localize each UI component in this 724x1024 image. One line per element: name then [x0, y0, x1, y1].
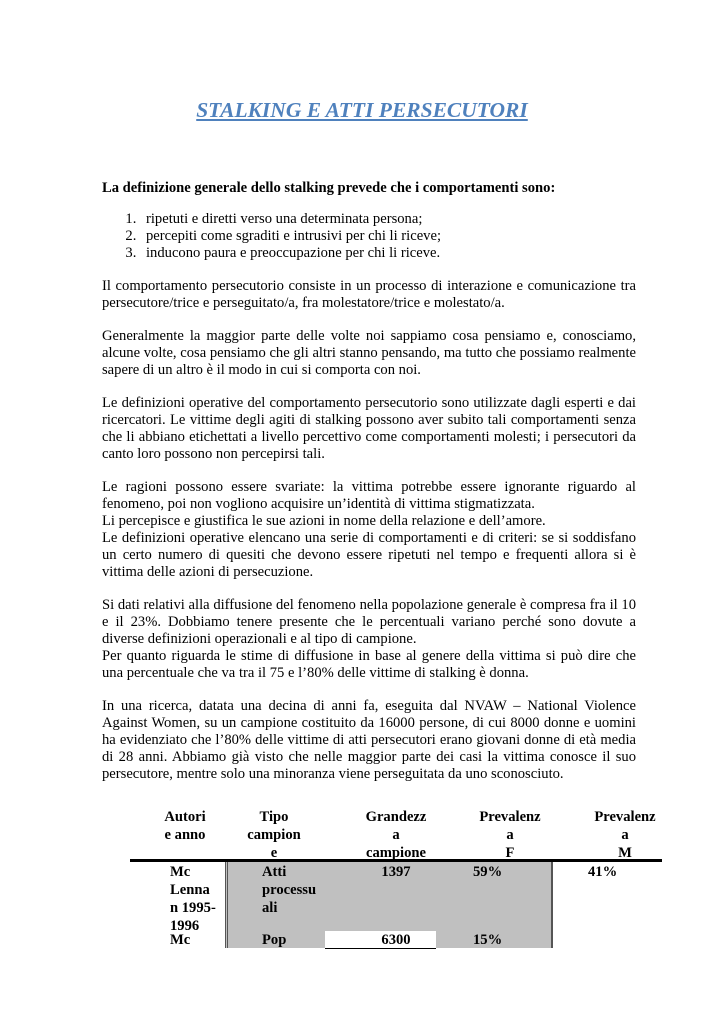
- list-item: 3. inducono paura e preoccupazione per chi li riceve.: [140, 245, 636, 262]
- paragraph: Per quanto riguarda le stime di diffusione in base al genere della vittima si può dire che una percentuale che va tra il 75 e l’80% delle vittime di stalking è donna.: [102, 648, 636, 681]
- table-cell: Atti processu ali: [262, 864, 317, 916]
- table-cell: Pop: [262, 932, 287, 948]
- table-header-cell: Prevalenz a F: [479, 809, 541, 861]
- page-title: STALKING E ATTI PERSECUTORI: [196, 98, 528, 122]
- table-header-cell: Autori e anno: [164, 809, 206, 843]
- table-cell: 1397: [381, 864, 411, 880]
- paragraph: In una ricerca, datata una decina di anni fa, eseguita dal NVAW – National Violence Against Women, su un campione costituito da 16000 persone, di cui 8000 donne e uomini ha evidenziato che l’80% delle vittime di atti persecutori erano giovani donne di età media di 28 anni. Abbiamo già visto che nelle maggior parte dei casi la vittima conosce il suo persecutore, mentre solo una minoranza viene perseguitata da uno sconosciuto.: [102, 698, 636, 782]
- paragraph: Si dati relativi alla diffusione del fenomeno nella popolazione generale è compresa fra il 10 e il 23%. Dobbiamo tenere presente che le percentuali variano perché sono dovute a diverse definizioni operazionali e al tipo di campione.: [102, 597, 636, 647]
- paragraph: Il comportamento persecutorio consiste in un processo di interazione e comunicazione tra persecutore/trice e perseguitato/a, fra molestatore/trice e molestato/a.: [102, 278, 636, 311]
- lead-paragraph: La definizione generale dello stalking prevede che i comportamenti sono:: [102, 180, 556, 196]
- table-header-cell: Grandezz a campione: [365, 809, 427, 861]
- document-body: [102, 180, 636, 799]
- table-header-cell: Prevalenz a M: [594, 809, 656, 861]
- table-cell: Mc: [170, 932, 191, 948]
- paragraph: Le definizioni operative del comportamento persecutorio sono utilizzate dagli esperti e dai ricercatori. Le vittime degli agiti di stalking possono aver subito tali comportamenti senza che li abbiano etichettati a livello percettivo come comportamenti molesti; i persecutori da canto loro possono non percepirsi tali.: [102, 395, 636, 462]
- table-cell: 15%: [473, 932, 503, 948]
- paragraph: Le definizioni operative elencano una serie di comportamenti e di criteri: se si soddisfano un certo numero di quesiti che devono essere ripetuti nel tempo e frequenti allora si è vittima delle azioni di persecuzione.: [102, 530, 636, 580]
- table-header-cell: Tipo campion e: [247, 809, 301, 861]
- table-cell: 59%: [473, 864, 503, 880]
- paragraph: Le ragioni possono essere svariate: la vittima potrebbe essere ignorante riguardo al fenomeno, poi non vogliono acquisire un’identità di vittima stigmatizzata.: [102, 479, 636, 512]
- list-item: 2. percepiti come sgraditi e intrusivi per chi li riceve;: [140, 228, 636, 245]
- table-cell: Mc Lenna n 1995- 1996: [170, 864, 216, 934]
- criteria-list: [102, 211, 636, 262]
- table-cell: 6300: [381, 932, 411, 948]
- paragraph: Generalmente la maggior parte delle volte noi sappiamo cosa pensiamo e, conosciamo, alcune volte, cosa pensiamo che gli altri stanno pensando, ma tutto che possiamo realmente sapere di un altro è il modo in cui si comporta con noi.: [102, 328, 636, 378]
- list-item: 1. ripetuti e diretti verso una determinata persona;: [140, 211, 636, 228]
- paragraph: Li percepisce e giustifica le sue azioni in nome della relazione e dell’amore.: [102, 513, 546, 529]
- table-cell: 41%: [588, 864, 618, 880]
